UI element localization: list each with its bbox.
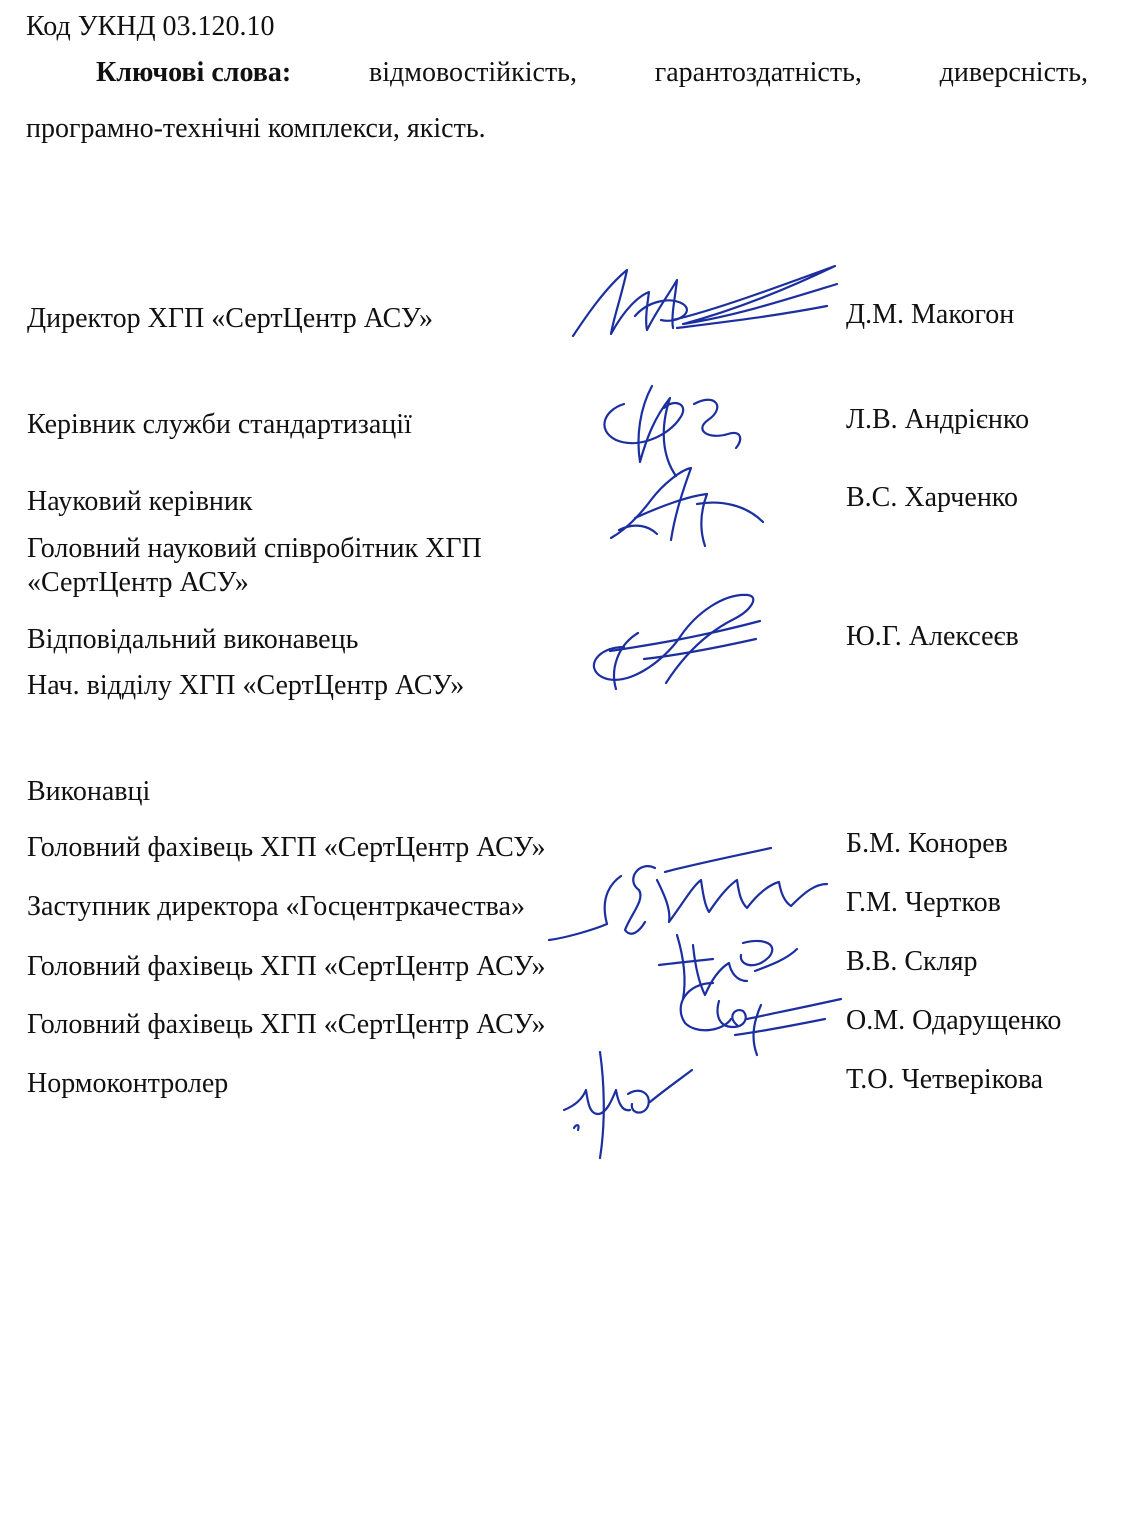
- executors-heading: Виконавці: [27, 776, 151, 807]
- approval-role-director: Директор ХГП «СертЦентр АСУ»: [27, 303, 433, 334]
- executor-name: В.В. Скляр: [846, 946, 978, 977]
- approval-name-standardization-head: Л.В. Андрієнко: [846, 404, 1030, 435]
- keywords-line: [26, 56, 1088, 90]
- keywords-continuation: програмно-технічні комплекси, якість.: [26, 113, 486, 144]
- executor-role: Нормоконтролер: [27, 1068, 229, 1099]
- executor-role: Заступник директора «Госцентркачества»: [27, 891, 525, 922]
- approval-role-responsible-executor: Відповідальний виконавець: [27, 624, 359, 655]
- executor-name: Г.М. Чертков: [846, 887, 1001, 918]
- approval-role-scientific-supervisor-line3: «СертЦентр АСУ»: [27, 567, 249, 598]
- signature-normcontroller: [560, 1040, 700, 1165]
- approval-name-responsible-executor: Ю.Г. Алексеєв: [846, 621, 1019, 652]
- executor-role: Головний фахівець ХГП «СертЦентр АСУ»: [27, 832, 546, 863]
- keywords-label: Ключові слова:: [96, 57, 292, 88]
- approval-role-scientific-supervisor-line2: Головний науковий співробітник ХГП: [27, 533, 482, 564]
- executor-name: О.М. Одарущенко: [846, 1005, 1062, 1036]
- executor-name: Т.О. Четверікова: [846, 1064, 1044, 1095]
- keyword: диверсність,: [939, 57, 1088, 88]
- executor-name: Б.М. Конорев: [846, 828, 1008, 859]
- executor-role: Головний фахівець ХГП «СертЦентр АСУ»: [27, 951, 546, 982]
- approval-role-responsible-executor-line2: Нач. відділу ХГП «СертЦентр АСУ»: [27, 670, 465, 701]
- executor-role: Головний фахівець ХГП «СертЦентр АСУ»: [27, 1009, 546, 1040]
- approval-role-scientific-supervisor: Науковий керівник: [27, 486, 253, 517]
- keyword: відмовостійкість,: [369, 57, 577, 88]
- approval-name-scientific-supervisor: В.С. Харченко: [846, 482, 1018, 513]
- signature-director: [565, 258, 845, 348]
- approval-role-standardization-head: Керівник служби стандартизації: [27, 409, 412, 440]
- signature-scientific-supervisor: [605, 460, 770, 555]
- approval-name-director: Д.М. Макогон: [846, 299, 1015, 330]
- document-code: Код УКНД 03.120.10: [26, 11, 275, 42]
- signature-responsible-executor: [580, 585, 770, 705]
- keyword: гарантоздатність,: [654, 57, 862, 88]
